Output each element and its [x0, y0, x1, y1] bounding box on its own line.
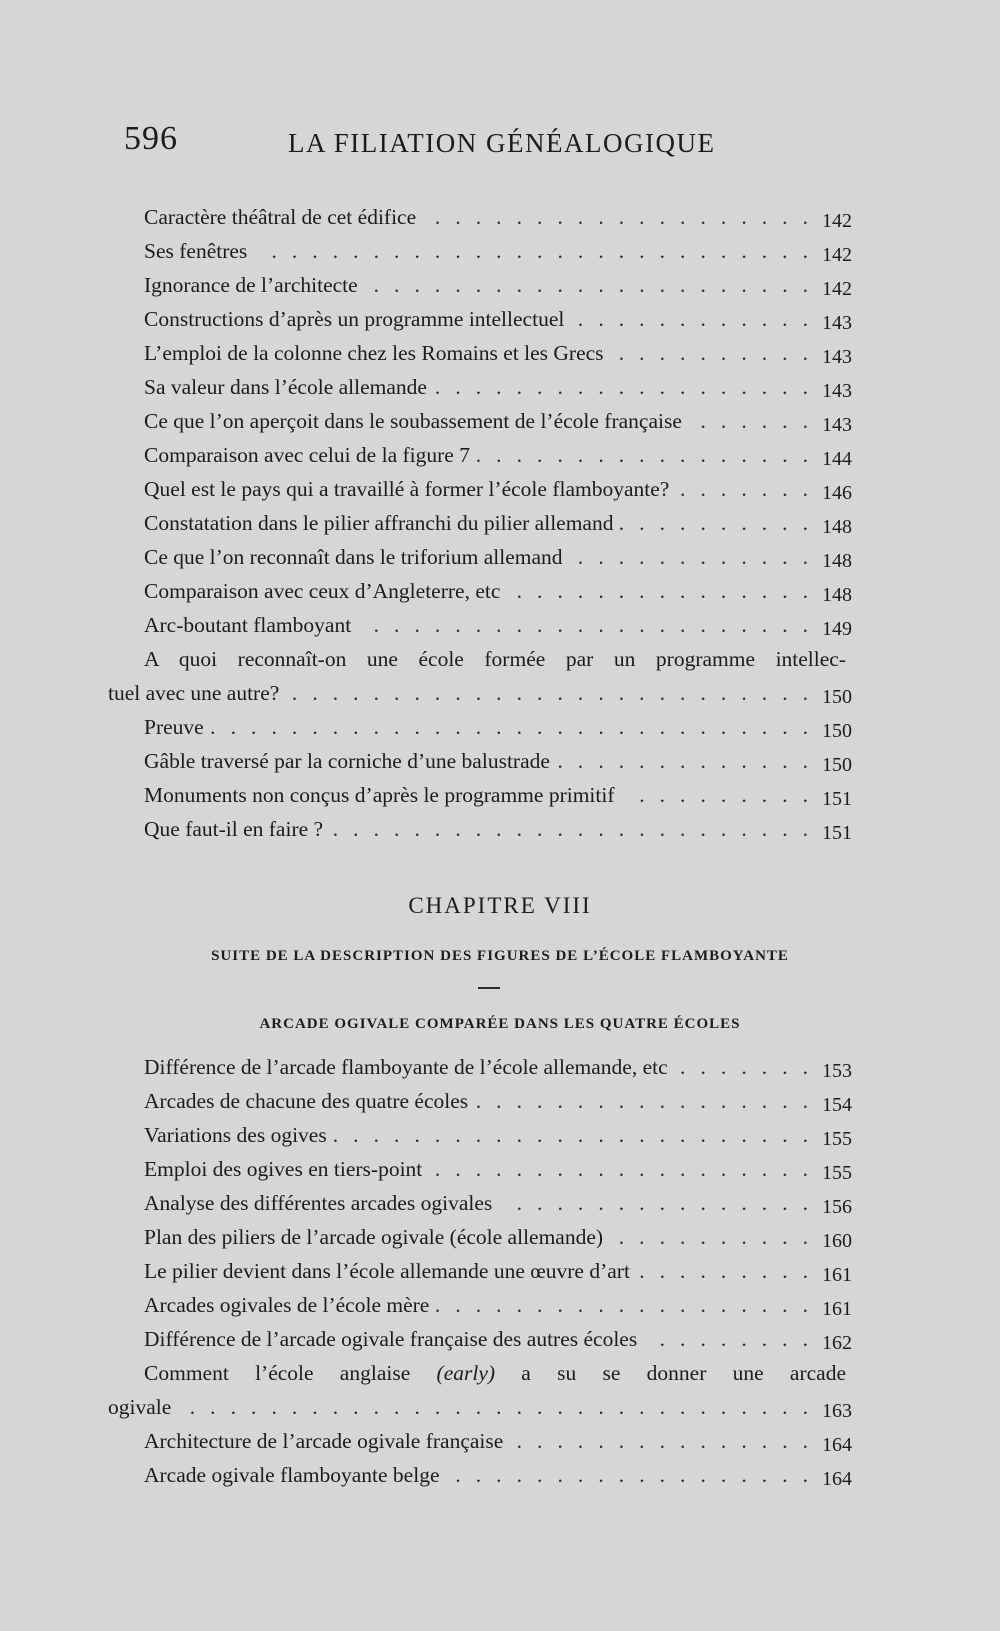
dot-leader: . . . . . . . . . . . . . . . . . . . . . . — [373, 613, 808, 637]
toc-entry — [108, 1288, 868, 1322]
toc-entry-page: 149 — [822, 618, 852, 640]
toc-entry-page: 156 — [822, 1196, 852, 1218]
dot-leader: . . . . . . . . . . — [618, 341, 808, 365]
toc-entry-title: Architecture de l’arcade ogivale française — [144, 1429, 504, 1453]
toc-entry — [108, 302, 868, 336]
toc-entry — [108, 710, 868, 744]
toc-entry — [108, 336, 868, 370]
chapter-subtitle: SUITE DE LA DESCRIPTION DES FIGURES DE L’ÉCOLE FLAMBOYANTE — [211, 948, 789, 964]
toc-entry-title: Comparaison avec celui de la figure 7 — [144, 443, 470, 467]
toc-entry-title: Différence de l’arcade flamboyante de l’école allemande, etc — [144, 1055, 668, 1079]
toc-entry-title: Le pilier devient dans l’école allemande une œuvre d’art — [144, 1259, 630, 1283]
toc-entry-page: 150 — [822, 720, 852, 742]
dot-leader: . . . . . . . — [680, 477, 808, 501]
toc-entry-page: 160 — [822, 1230, 852, 1252]
toc-entry — [108, 1118, 868, 1152]
toc-entry-page: 142 — [822, 278, 852, 300]
page-number: 596 — [124, 120, 178, 157]
toc-entry — [108, 472, 868, 506]
toc-entry — [108, 1084, 868, 1118]
dot-leader: . . . . . . . . . — [639, 783, 808, 807]
dot-leader: . . . . . . . . . . . . . . . — [516, 579, 808, 603]
dot-leader: . . . . . . . . . . . . . . . . . . . — [434, 1157, 808, 1181]
toc-entry-title: Ce que l’on reconnaît dans le triforium allemand — [144, 545, 563, 569]
chapter-subtitle-2: ARCADE OGIVALE COMPARÉE DANS LES QUATRE ÉCOLES — [259, 1016, 741, 1032]
dot-leader: . . . . . . . . . . . . . . . . . . — [455, 1463, 808, 1487]
dot-leader: . . . . . . . . . . . . — [577, 307, 808, 331]
toc-entry — [108, 1322, 868, 1356]
toc-entry-page: 143 — [822, 312, 852, 334]
toc-entry — [108, 744, 868, 778]
toc-entry — [108, 1186, 868, 1220]
toc-entry-title: Emploi des ogives en tiers-point — [144, 1157, 423, 1181]
dot-leader: . . . . . . . . . . . . . — [557, 749, 808, 773]
toc-entry — [108, 1220, 868, 1254]
toc-entry-title: Arcade ogivale flamboyante belge — [144, 1463, 440, 1487]
toc-entry-page: 143 — [822, 414, 852, 436]
toc-entry — [108, 200, 868, 234]
dot-leader: . . . . . . . . . . . . . . . . . . . . . . . . . . . . . . — [210, 715, 808, 739]
toc-entry-title: Quel est le pays qui a travaillé à former l’école flamboyante? — [144, 477, 670, 501]
toc-entry — [108, 1424, 868, 1458]
toc-entry — [108, 1458, 868, 1492]
toc-entry-page: 155 — [822, 1162, 852, 1184]
toc-entry-title: Différence de l’arcade ogivale française des autres écoles — [144, 1327, 638, 1351]
section-divider — [478, 987, 500, 989]
toc-entry-first-line — [144, 1356, 846, 1390]
toc-entry-page: 163 — [822, 1400, 852, 1422]
dot-leader: . . . . . . . — [680, 1055, 808, 1079]
toc-entry-page: 150 — [822, 686, 852, 708]
toc-entry — [108, 1254, 868, 1288]
dot-leader: . . . . . . . . . . . . . . . . . — [475, 443, 808, 467]
dot-leader: . . . . . . . . . . . . . . . . . . . . . . . . — [332, 1123, 808, 1147]
toc-entry-title: Arcades ogivales de l’école mère — [144, 1293, 430, 1317]
toc-entry — [108, 234, 868, 268]
toc-entry-first-line-end: a su se donner une arcade — [521, 1361, 847, 1385]
toc-entry — [108, 438, 868, 472]
toc-entry-title: Preuve — [144, 715, 204, 739]
dot-leader: . . . . . . . . . . . . . . . . . . . — [434, 375, 808, 399]
dot-leader: . . . . . . . . . . . . . . . . . . . — [434, 1293, 808, 1317]
toc-entry-title: L’emploi de la colonne chez les Romains et les Grecs — [144, 341, 604, 365]
toc-entry-page: 150 — [822, 754, 852, 776]
dot-leader: . . . . . . . . . . . . . . . — [516, 1191, 808, 1215]
toc-entry-title: Variations des ogives — [144, 1123, 327, 1147]
running-title: LA FILIATION GÉNÉALOGIQUE — [288, 128, 716, 158]
dot-leader: . . . . . . . . . . . . . . . . . . . — [434, 205, 808, 229]
toc-entry-page: 153 — [822, 1060, 852, 1082]
toc-entry — [108, 1152, 868, 1186]
toc-entry — [108, 1050, 868, 1084]
toc-entry-title: Ignorance de l’architecte — [144, 273, 358, 297]
toc-entry-page: 148 — [822, 516, 852, 538]
toc-entry — [108, 370, 868, 404]
dot-leader: . . . . . . . . . . . . . . . . . . . . . . . . . . . — [271, 239, 808, 263]
toc-entry-page: 164 — [822, 1468, 852, 1490]
toc-entry-title: Caractère théâtral de cet édifice — [144, 205, 417, 229]
toc-entry-title: Ce que l’on aperçoit dans le soubassement de l’école française — [144, 409, 682, 433]
dot-leader: . . . . . . . . . . . . . . . . . . . . . . . . . . — [291, 681, 808, 705]
toc-entry-title: Sa valeur dans l’école allemande — [144, 375, 427, 399]
toc-entry — [108, 404, 868, 438]
toc-entry — [108, 268, 868, 302]
toc-entry — [108, 506, 868, 540]
dot-leader: . . . . . . . . — [659, 1327, 808, 1351]
toc-entry-title: Comparaison avec ceux d’Angleterre, etc — [144, 579, 501, 603]
toc-entry-page: 164 — [822, 1434, 852, 1456]
toc-entry-title: Constructions d’après un programme intellectuel — [144, 307, 565, 331]
toc-entry-page: 151 — [822, 788, 852, 810]
dot-leader: . . . . . . . . . . . . . . . . . . . . . . . . — [332, 817, 808, 841]
toc-entry — [108, 812, 868, 846]
toc-entry-title: Constatation dans le pilier affranchi du pilier allemand — [144, 511, 614, 535]
toc-entry-page: 146 — [822, 482, 852, 504]
chapter-title: CHAPITRE VIII — [408, 893, 592, 918]
toc-entry-title: Arcades de chacune des quatre écoles — [144, 1089, 469, 1113]
toc-entry-title: Ses fenêtres — [144, 239, 248, 263]
toc-entry-first-line-italic: (early) — [436, 1361, 496, 1385]
toc-entry-title: ogivale — [108, 1395, 172, 1419]
toc-entry — [108, 540, 868, 574]
toc-entry-page: 142 — [822, 244, 852, 266]
toc-entry-page: 154 — [822, 1094, 852, 1116]
table-of-contents-section-a — [108, 200, 868, 846]
toc-entry-page: 143 — [822, 380, 852, 402]
toc-entry-title: Que faut-il en faire ? — [144, 817, 324, 841]
toc-entry — [108, 642, 868, 710]
toc-entry-first-line-start: Comment l’école anglaise — [144, 1361, 411, 1385]
toc-entry-page: 155 — [822, 1128, 852, 1150]
dot-leader: . . . . . . . . . . — [618, 511, 808, 535]
dot-leader: . . . . . . . . . — [639, 1259, 808, 1283]
toc-entry-page: 142 — [822, 210, 852, 232]
toc-entry — [108, 778, 868, 812]
dot-leader: . . . . . . . . . . — [618, 1225, 808, 1249]
dot-leader: . . . . . . . . . . . . . . . — [516, 1429, 808, 1453]
toc-entry-page: 161 — [822, 1298, 852, 1320]
toc-entry-page: 143 — [822, 346, 852, 368]
toc-entry-title: Plan des piliers de l’arcade ogivale (école allemande) — [144, 1225, 604, 1249]
toc-entry-title: Analyse des différentes arcades ogivales — [144, 1191, 493, 1215]
toc-entry-page: 144 — [822, 448, 852, 470]
dot-leader: . . . . . . . . . . . . . . . . . . . . . . — [373, 273, 808, 297]
toc-entry-page: 161 — [822, 1264, 852, 1286]
toc-entry-page: 148 — [822, 584, 852, 606]
table-of-contents-section-b — [108, 1050, 868, 1492]
toc-entry-first-line: A quoi reconnaît-on une école formée par un programme intellec- — [144, 647, 846, 671]
toc-entry — [108, 574, 868, 608]
dot-leader: . . . . . . — [700, 409, 808, 433]
dot-leader: . . . . . . . . . . . . . . . . . . . . . . . . . . . . . . . — [189, 1395, 808, 1419]
toc-entry-title: Monuments non conçus d’après le programme primitif — [144, 783, 615, 807]
toc-entry-title: Arc-boutant flamboyant — [144, 613, 352, 637]
toc-entry-page: 151 — [822, 822, 852, 844]
toc-entry-page: 162 — [822, 1332, 852, 1354]
toc-entry — [108, 1356, 868, 1424]
toc-entry — [108, 608, 868, 642]
dot-leader: . . . . . . . . . . . . . . . . . — [475, 1089, 808, 1113]
toc-entry-page: 148 — [822, 550, 852, 572]
dot-leader: . . . . . . . . . . . . — [577, 545, 808, 569]
toc-entry-title: Gâble traversé par la corniche d’une balustrade — [144, 749, 550, 773]
toc-entry-title: tuel avec une autre? — [108, 681, 280, 705]
